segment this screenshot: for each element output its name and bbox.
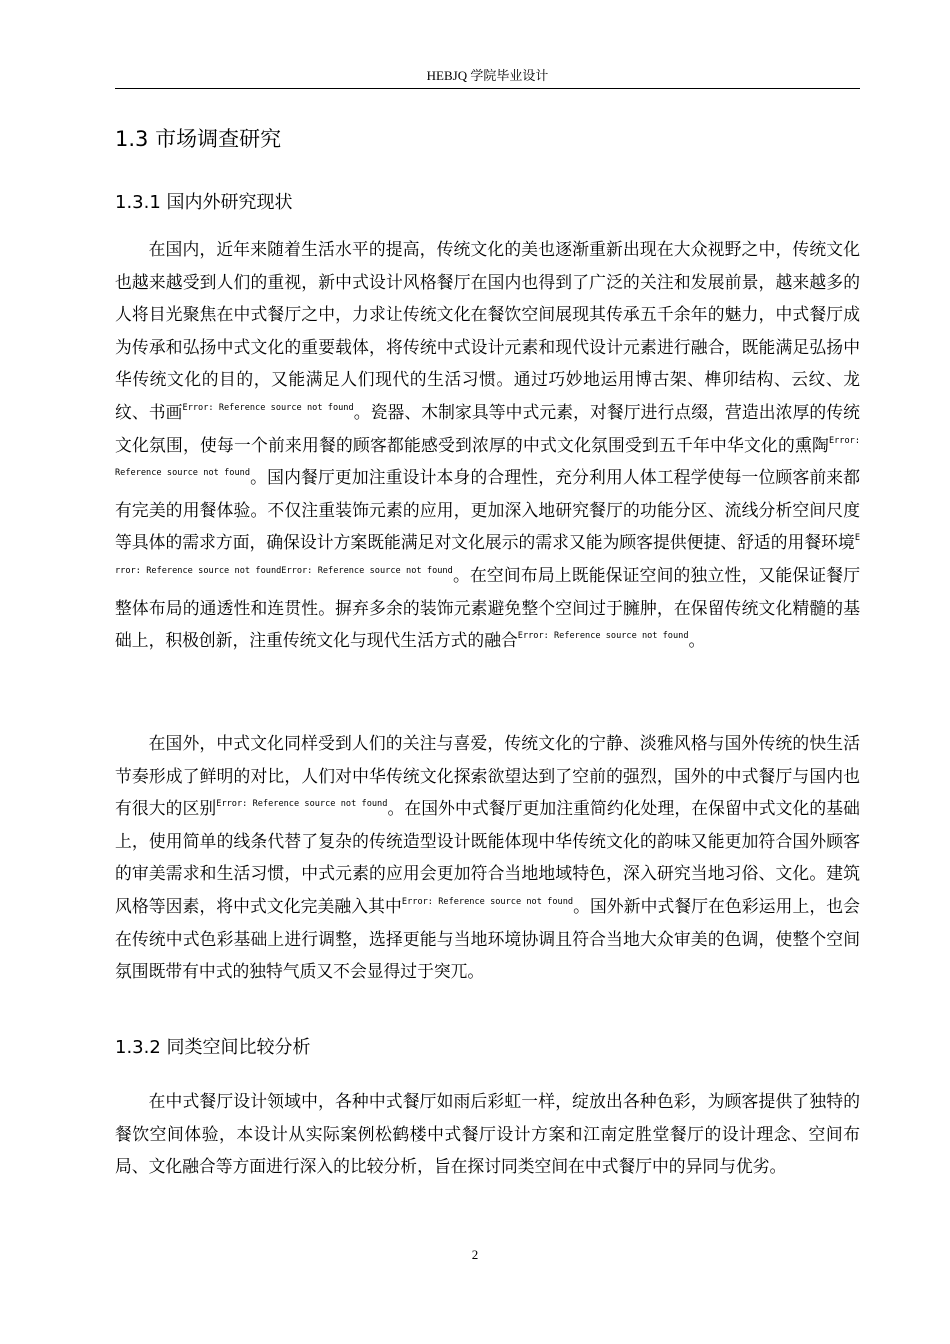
reference-error: Error: Reference source not found <box>517 631 689 642</box>
section-title: 1.3 市场调查研究 <box>115 127 282 151</box>
paragraph-comparison <box>115 1085 860 1183</box>
reference-error: Error: Reference source not found <box>115 435 860 479</box>
paragraph-text: 。在国外中式餐厅更加注重简约化处理，在保留中式文化的基础上，使用简单的线条代替了复杂的传统造型设计既能体现中华传统文化的韵味又能更加符合国外顾客的审美需求和生活习惯，中式元素的应用会更加符合当地地域特色，深入研究当地习俗、文化。建筑风格等因素，将中式文化完美融入其中 <box>115 798 860 916</box>
paragraph-text: 。瓷器、木制家具等中式元素，对餐厅进行点缀，营造出浓厚的传统文化氛围，使每一个前来用餐的顾客都能感受到浓厚的中式文化氛围受到五千年中华文化的熏陶 <box>115 401 860 455</box>
subsection-title-research-status: 1.3.1 国内外研究现状 <box>115 192 293 213</box>
paragraph-text: 。在空间布局上既能保证空间的独立性，又能保证餐厅整体布局的通透性和连贯性。摒弃多余的装饰元素避免整个空间过于臃肿，在保留传统文化精髓的基础上，积极创新，注重传统文化与现代生活方式的融合 <box>115 564 860 651</box>
page-number: 2 <box>471 1247 479 1262</box>
reference-error: Error: Reference source not foundError: Reference source not found <box>115 533 860 576</box>
paragraph-text: 在国外，中式文化同样受到人们的关注与喜爱，传统文化的宁静、淡雅风格与国外传统的快生活节奏形成了鲜明的对比，人们对中华传统文化探索欲望达到了空前的强烈，国外的中式餐厅与国内也有很大的区别 <box>115 733 860 819</box>
paragraph-text: 。国外新中式餐厅在色彩运用上，也会在传统中式色彩基础上进行调整，选择更能与当地环境协调且符合当地大众审美的色调，使整个空间氛围既带有中式的独特气质又不会显得过于突兀。 <box>115 895 860 982</box>
reference-error: Error: Reference source not found <box>182 402 354 413</box>
subsection-title-comparison: 1.3.2 同类空间比较分析 <box>115 1037 311 1058</box>
paragraph-text: 在中式餐厅设计领域中，各种中式餐厅如雨后彩虹一样，绽放出各种色彩，为顾客提供了独特的餐饮空间体验，本设计从实际案例松鹤楼中式餐厅设计方案和江南定胜堂餐厅的设计理念、空间布局、文化融合等方面进行深入的比较分析，旨在探讨同类空间在中式餐厅中的异同与优劣。 <box>115 1091 860 1177</box>
paragraph-overseas <box>115 727 860 988</box>
paragraph-domestic <box>115 233 860 657</box>
paragraph-text: 在国内，近年来随着生活水平的提高，传统文化的美也逐渐重新出现在大众视野之中，传统文化也越来越受到人们的重视，新中式设计风格餐厅在国内也得到了广泛的关注和发展前景，越来越多的人将目光聚焦在中式餐厅之中，力求让传统文化在餐饮空间展现其传承五千余年的魅力，中式餐厅成为传承和弘扬中式文化的重要载体，将传统中式设计元素和现代设计元素进行融合，既能满足弘扬中华传统文化的目的，又能满足人们现代的生活习惯。通过巧妙地运用博古架、榫卯结构、云纹、龙纹、书画 <box>115 239 860 422</box>
reference-error: Error: Reference source not found <box>401 896 574 907</box>
reference-error: Error: Reference source not found <box>216 799 388 810</box>
page-header: HEBJQ 学院毕业设计 <box>115 66 860 89</box>
paragraph-text: 。 <box>688 630 706 651</box>
paragraph-text: 。国内餐厅更加注重设计本身的合理性，充分利用人体工程学使每一位顾客前来都有完美的用餐体验。不仅注重装饰元素的应用，更加深入地研究餐厅的功能分区、流线分析空间尺度等具体的需求方面，确保设计方案既能满足对文化展示的需求又能为顾客提供便捷、舒适的用餐环境 <box>115 467 860 553</box>
